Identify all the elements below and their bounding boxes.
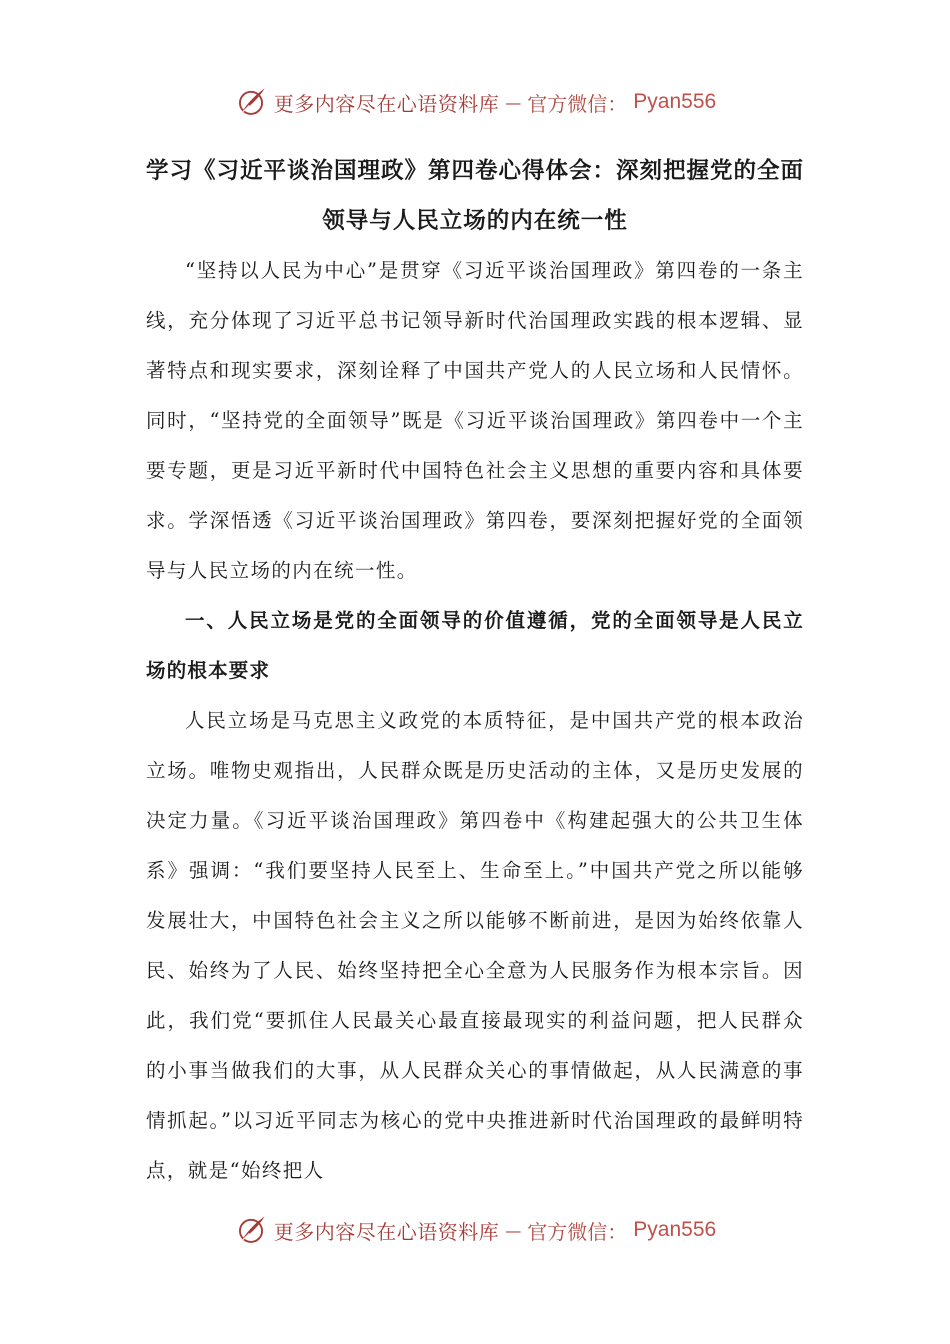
watermark-wechat-label: 官方微信：: [527, 1219, 628, 1244]
section-heading: 一、人民立场是党的全面领导的价值遵循，党的全面领导是人民立场的根本要求: [146, 609, 804, 682]
quill-pen-logo-icon: [234, 1213, 268, 1247]
watermark-text: 更多内容尽在心语资料库: [273, 1219, 500, 1244]
watermark-wechat-id: Pyan556: [633, 1218, 717, 1241]
quill-pen-logo-icon: [234, 85, 268, 119]
intro-paragraph: “坚持以人民为中心”是贯穿《习近平谈治国理政》第四卷的一条主线，充分体现了习近平总书记领导新时代治国理政实践的根本逻辑、显著特点和现实要求，深刻诠释了中国共产党人的人民立场和人民情怀。同时，“坚持党的全面领导”既是《习近平谈治国理政》第四卷中一个主要专题，更是习近平新时代中国特色社会主义思想的重要内容和具体要求。学深悟透《习近平谈治国理政》第四卷，要深刻把握好党的全面领导与人民立场的内在统一性。: [146, 259, 804, 582]
header-watermark: [0, 82, 950, 122]
watermark-dash: —: [505, 1220, 522, 1240]
section-paragraph: 人民立场是马克思主义政党的本质特征，是中国共产党的根本政治立场。唯物史观指出，人民群众既是历史活动的主体，又是历史发展的决定力量。《习近平谈治国理政》第四卷中《构建起强大的公共卫生体系》强调：“我们要坚持人民至上、生命至上。”中国共产党之所以能够发展壮大，中国特色社会主义之所以能够不断前进，是因为始终依靠人民、始终为了人民、始终坚持把全心全意为人民服务作为根本宗旨。因此，我们党“要抓住人民最关心最直接最现实的利益问题，把人民群众的小事当做我们的大事，从人民群众关心的事情做起，从人民满意的事情抓起。”以习近平同志为核心的党中央推进新时代治国理政的最鲜明特点，就是“始终把人: [146, 709, 804, 1182]
document-body: [146, 146, 804, 1196]
watermark-wechat-label: 官方微信：: [527, 91, 628, 116]
document-title: 学习《习近平谈治国理政》第四卷心得体会：深刻把握党的全面领导与人民立场的内在统一性: [146, 158, 805, 234]
watermark-dash: —: [505, 92, 522, 112]
watermark-text: 更多内容尽在心语资料库: [273, 91, 500, 116]
footer-watermark: [0, 1210, 950, 1250]
watermark-wechat-id: Pyan556: [633, 90, 717, 113]
